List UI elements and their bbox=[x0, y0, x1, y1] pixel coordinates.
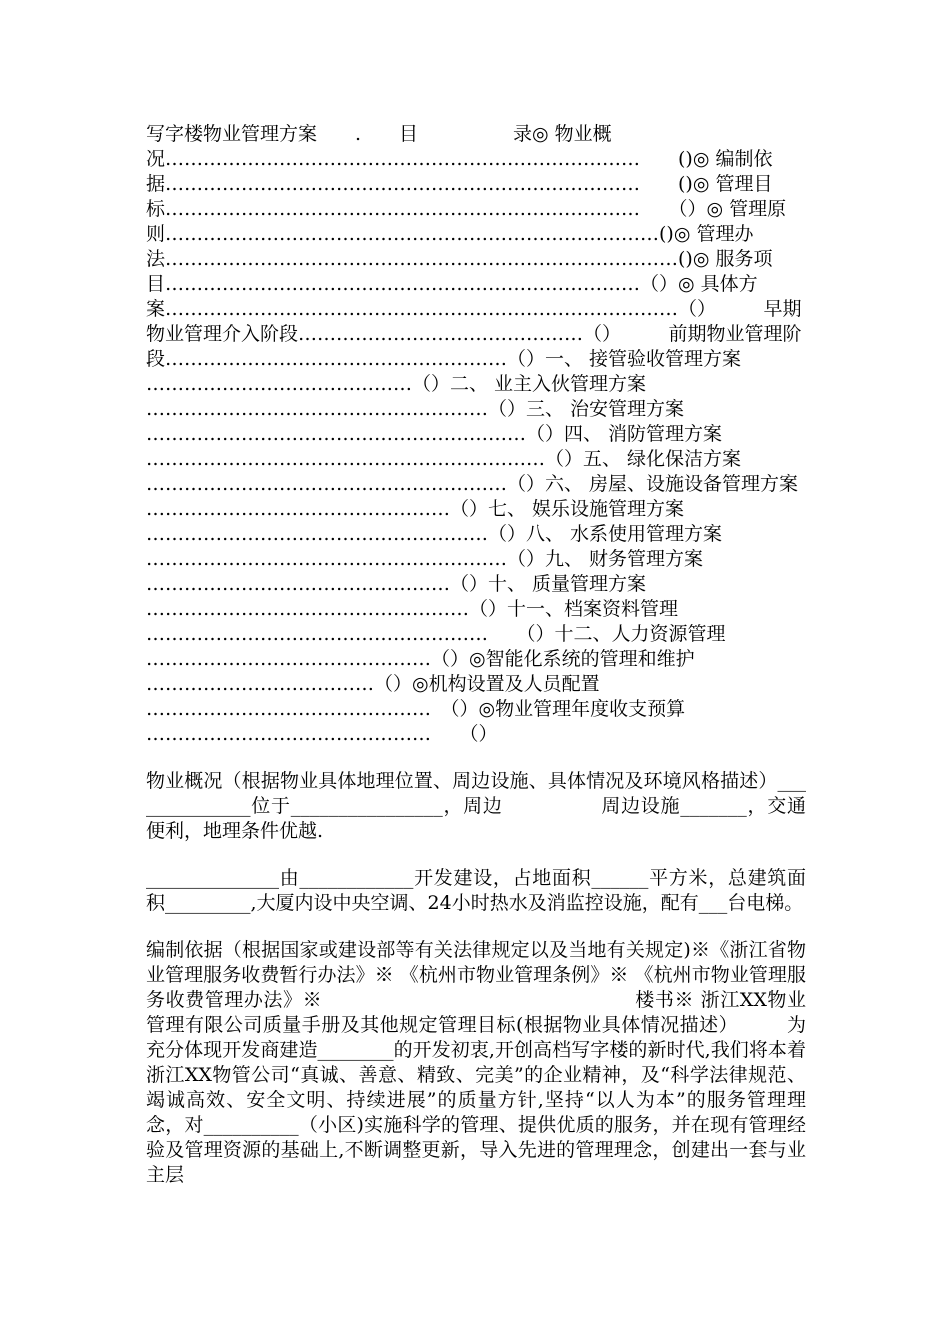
property-development-paragraph: ______________由____________开发建设，占地面积______平方米，总建筑面积_________,大厦内设中央空调、24小时热水及消监控设施，配有___台电梯。 bbox=[146, 867, 806, 914]
paragraph-gap bbox=[146, 844, 806, 866]
paragraph-gap bbox=[146, 747, 806, 769]
document-page bbox=[146, 122, 806, 1188]
compilation-basis-paragraph: 编制依据（根据国家或建设部等有关法律规定以及当地有关规定)※《浙江省物业管理服务收费暂行办法》※ 《杭州市物业管理条例》※ 《杭州市物业管理服务收费管理办法》※ 楼书※ 浙江XX物业管理有限公司质量手册及其他规定管理目标(根据物业具体情况描述） 为充分体现开发商建造________的开发初衷,开创高档写字楼的新时代,我们将本着浙江XX物管公司“真诚、善意、精致、完美”的企业精神，及“科学法律规范、竭诚高效、安全文明、持续进展”的质量方针,坚持“以人为本”的服务管理理念，对__________（小区)实施科学的管理、提供优质的服务，并在现有管理经验及管理资源的基础上,不断调整更新，导入先进的管理理念，创建出一套与业主层 bbox=[146, 939, 806, 1186]
paragraph-gap bbox=[146, 916, 806, 938]
property-overview-paragraph: 物业概况（根据物业具体地理位置、周边设施、具体情况及环境风格描述）______________位于________________，周边 周边设施_______，交通便利，地理条件优越. bbox=[146, 770, 806, 842]
table-of-contents: 写字楼物业管理方案 . 目 录◎ 物业概况………………………………………………………………… ()◎ 编制依据………………………………………………………………… ()◎ 管理目标………………………………………………………………… （）◎ 管理原则……………………………………………………………………()◎ 管理办法………………………………………………………………………()◎ 服务项目…………………………………………………………………（）◎ 具体方案………………………………………………………………………（） 早期物业管理介入阶段………………………………………（） 前期物业管理阶段………………………………………………（）一、 接管验收管理方案 ……………………………………（）二、 业主入伙管理方案 ………………………………………………（）三、 治安管理方案 ……………………………………………………（）四、 消防管理方案 ………………………………………………………（）五、 绿化保洁方案 …………………………………………………（）六、 房屋、设施设备管理方案 …………………………………………（）七、 娱乐设施管理方案 ………………………………………………（）八、 水系使用管理方案 …………………………………………………（）九、 财务管理方案 …………………………………………（）十、 质量管理方案 ……………………………………………（）十一、档案资料管理 ……………………………………………… （）十二、人力资源管理 ………………………………………（）◎智能化系统的管理和维护 ………………………………（）◎机构设置及人员配置 ……………………………………… （）◎物业管理年度收支预算 ……………………………………… （） bbox=[146, 123, 805, 745]
